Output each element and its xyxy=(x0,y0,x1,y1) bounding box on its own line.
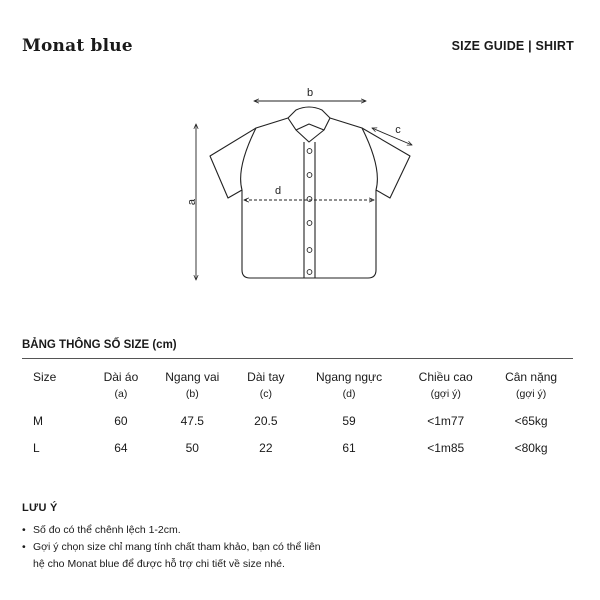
left-armhole xyxy=(241,128,256,190)
shirt-diagram xyxy=(0,70,600,290)
shirt-button xyxy=(307,221,312,226)
column-header: Dài áo (a) xyxy=(103,370,139,400)
label-a: a xyxy=(186,198,198,206)
brand-logo: Monat blue xyxy=(22,36,133,56)
label-d: d xyxy=(274,185,282,197)
right-armhole xyxy=(362,128,377,190)
table-cell: 50 xyxy=(185,441,199,455)
size-table xyxy=(22,370,573,468)
divider xyxy=(22,358,573,359)
label-c: c xyxy=(395,124,401,136)
column-header: Chiều cao (gợi ý) xyxy=(418,370,473,400)
table-row xyxy=(22,441,573,468)
note-item: • Số đo có thể chênh lệch 1-2cm. xyxy=(22,522,322,539)
table-title: BẢNG THÔNG SỐ SIZE (cm) xyxy=(22,339,177,351)
placket xyxy=(304,142,315,278)
size-guide-title: SIZE GUIDE | SHIRT xyxy=(451,39,574,53)
column-header: Ngang ngực (d) xyxy=(316,370,383,400)
table-row xyxy=(22,414,573,441)
table-cell: 60 xyxy=(114,414,128,428)
shirt-button xyxy=(307,197,312,202)
dimension-c-arrow xyxy=(372,128,412,145)
note-item: • Gợi ý chọn size chỉ mang tính chất tham khảo, bạn có thể liên hệ cho Monat blue để được hỗ trợ chi tiết về size nhé. xyxy=(22,539,322,573)
notes-title: LƯU Ý xyxy=(22,502,58,514)
table-cell: 59 xyxy=(342,414,356,428)
column-header: Dài tay (c) xyxy=(247,370,285,400)
column-header: Cân nặng (gợi ý) xyxy=(505,370,558,400)
shirt-button xyxy=(307,248,312,253)
table-cell: 20.5 xyxy=(254,414,278,428)
table-cell: <80kg xyxy=(514,441,548,455)
collar-inner xyxy=(296,124,324,130)
shirt-button xyxy=(307,149,312,154)
column-header: Size xyxy=(33,370,57,384)
table-cell: 64 xyxy=(114,441,128,455)
table-cell: M xyxy=(33,414,43,428)
table-cell: 22 xyxy=(259,441,273,455)
table-header-row xyxy=(22,370,573,414)
table-cell: 47.5 xyxy=(180,414,204,428)
notes-list xyxy=(22,522,322,573)
table-cell: <1m77 xyxy=(427,414,465,428)
shirt-button xyxy=(307,270,312,275)
column-header: Ngang vai (b) xyxy=(165,370,220,400)
label-b: b xyxy=(306,87,314,99)
shirt-button xyxy=(307,173,312,178)
table-cell: <1m85 xyxy=(427,441,465,455)
table-cell: <65kg xyxy=(514,414,548,428)
table-cell: L xyxy=(33,441,40,455)
table-cell: 61 xyxy=(342,441,356,455)
